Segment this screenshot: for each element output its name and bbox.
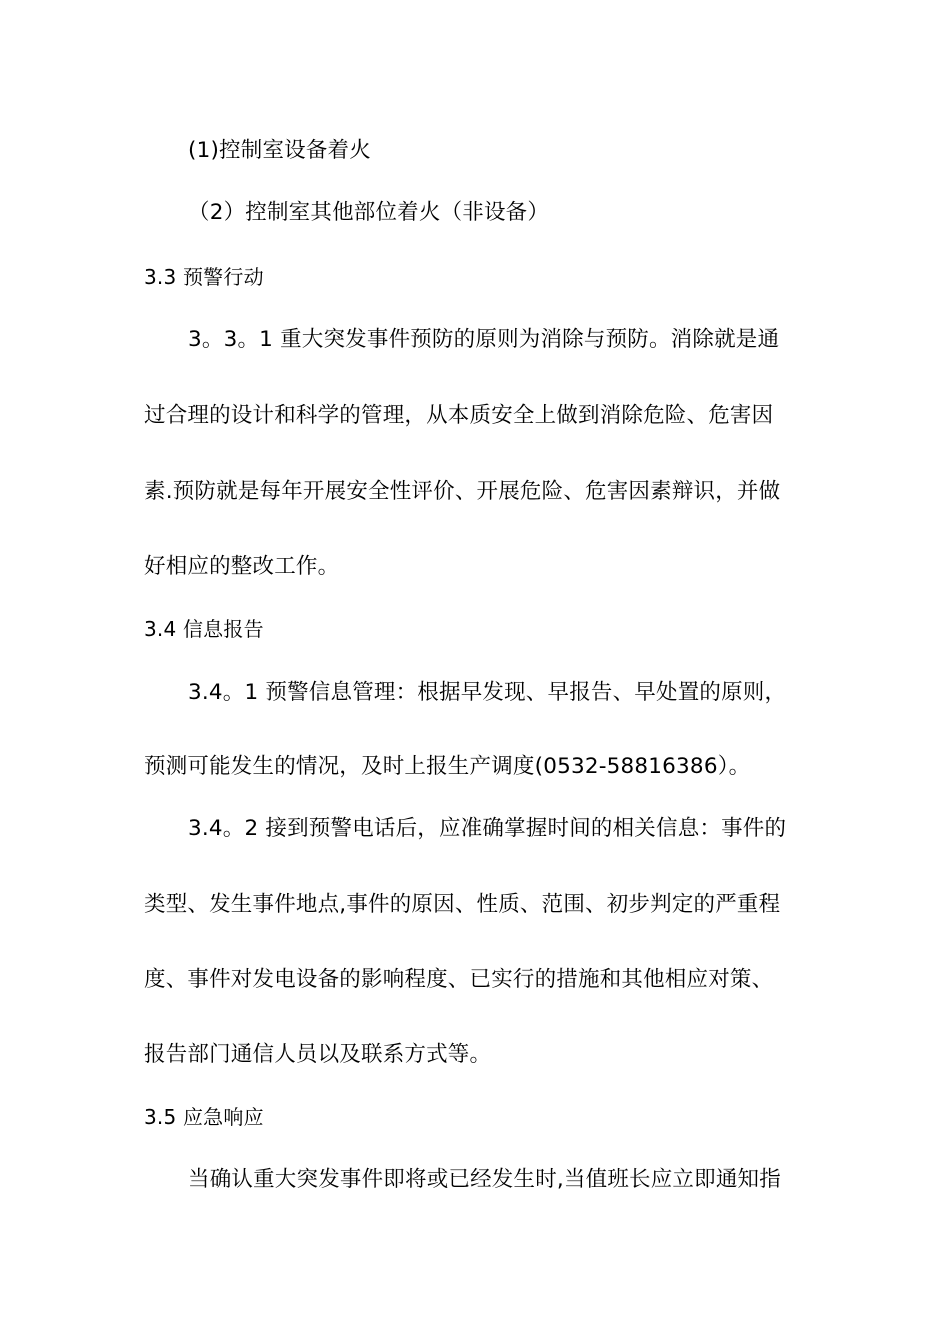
paragraph-3-5-line-1: 当确认重大突发事件即将或已经发生时,当值班长应立即通知指 [188, 1167, 781, 1192]
paragraph-3-4-1-line-1: 3.4。1 预警信息管理：根据早发现、早报告、早处置的原则， [188, 680, 787, 705]
paragraph-3-3-1-line-1: 3。3。1 重大突发事件预防的原则为消除与预防。消除就是通 [188, 327, 780, 352]
section-heading-3-3: 3.3 预警行动 [144, 265, 264, 289]
paragraph-3-4-2-line-4: 报告部门通信人员以及联系方式等。 [144, 1042, 492, 1067]
paragraph-3-3-1-line-4: 好相应的整改工作。 [144, 554, 340, 579]
section-heading-3-4: 3.4 信息报告 [144, 617, 264, 641]
paragraph-3-4-2-line-1: 3.4。2 接到预警电话后，应准确掌握时间的相关信息：事件的 [188, 816, 787, 841]
section-heading-3-5: 3.5 应急响应 [144, 1105, 264, 1129]
list-item-1: (1)控制室设备着火 [188, 138, 371, 163]
paragraph-3-4-2-line-2: 类型、发生事件地点,事件的原因、性质、范围、初步判定的严重程 [144, 892, 781, 917]
list-item-2: （2）控制室其他部位着火（非设备） [188, 200, 550, 225]
paragraph-3-3-1-line-3: 素.预防就是每年开展安全性评价、开展危险、危害因素辩识，并做 [144, 479, 781, 504]
paragraph-3-4-1-line-2: 预测可能发生的情况，及时上报生产调度(0532-58816386）。 [144, 754, 751, 779]
paragraph-3-3-1-line-2: 过合理的设计和科学的管理，从本质安全上做到消除危险、危害因 [144, 403, 774, 428]
paragraph-3-4-2-line-3: 度、事件对发电设备的影响程度、已实行的措施和其他相应对策、 [144, 967, 774, 992]
